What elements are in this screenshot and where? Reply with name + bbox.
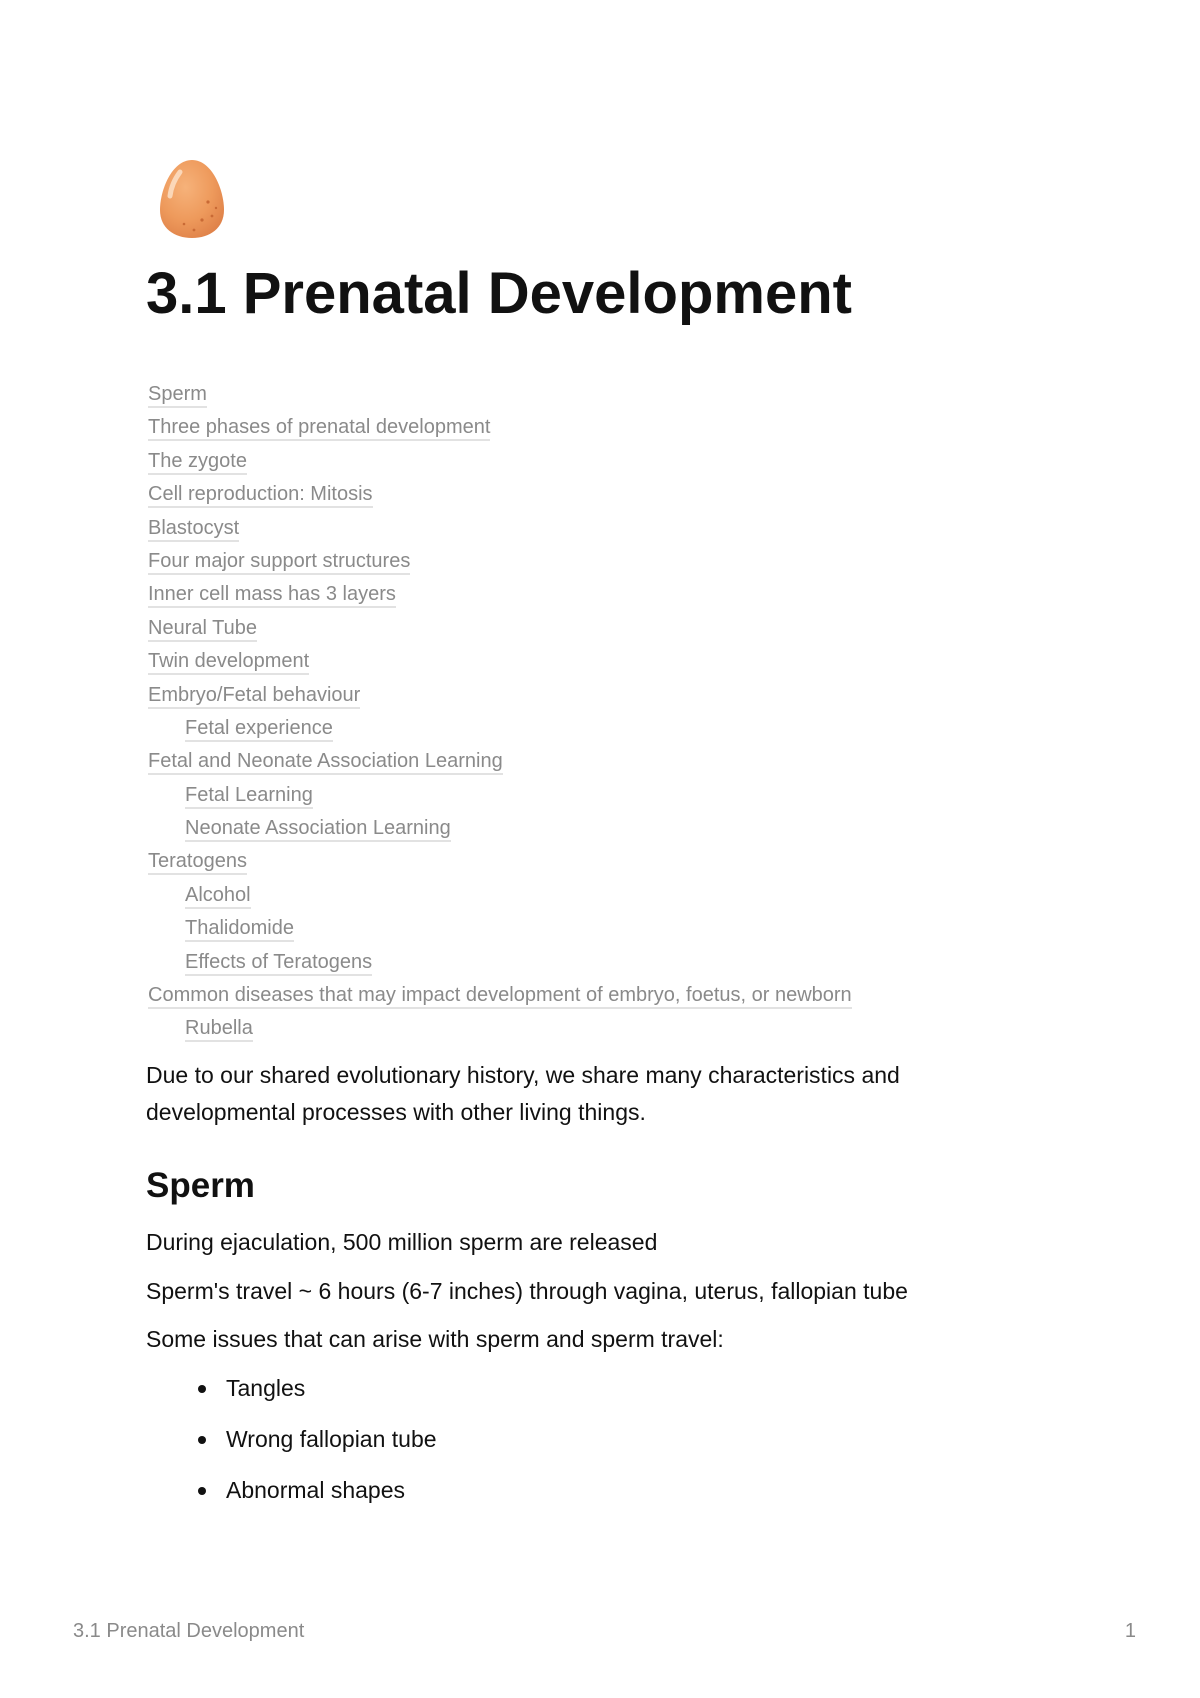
- toc-link[interactable]: Sperm: [148, 383, 207, 408]
- toc-item: [148, 679, 852, 712]
- toc-link[interactable]: Twin development: [148, 650, 309, 675]
- toc-link[interactable]: Thalidomide: [185, 917, 294, 942]
- toc-item: [148, 912, 852, 945]
- table-of-contents: [148, 378, 852, 1046]
- toc-item: [148, 545, 852, 578]
- toc-item: [148, 445, 852, 478]
- list-item: [196, 1422, 437, 1473]
- toc-item: [148, 1012, 852, 1045]
- list-item: [196, 1371, 437, 1422]
- toc-link[interactable]: Four major support structures: [148, 550, 410, 575]
- toc-item: [148, 879, 852, 912]
- toc-link[interactable]: Three phases of prenatal development: [148, 416, 490, 441]
- toc-link[interactable]: Neural Tube: [148, 617, 257, 642]
- sperm-issues-list: [196, 1371, 437, 1524]
- toc-item: [148, 612, 852, 645]
- toc-link[interactable]: Neonate Association Learning: [185, 817, 451, 842]
- toc-item: [148, 512, 852, 545]
- toc-link[interactable]: Blastocyst: [148, 517, 239, 542]
- toc-item: [148, 779, 852, 812]
- bullet-icon: [198, 1436, 206, 1444]
- toc-item: [148, 712, 852, 745]
- toc-item: [148, 845, 852, 878]
- list-item-text: Abnormal shapes: [226, 1477, 405, 1503]
- toc-link[interactable]: Inner cell mass has 3 layers: [148, 583, 396, 608]
- toc-link[interactable]: Fetal Learning: [185, 784, 313, 809]
- toc-item: [148, 946, 852, 979]
- page-title: 3.1 Prenatal Development: [146, 261, 852, 326]
- toc-link[interactable]: Embryo/Fetal behaviour: [148, 684, 360, 709]
- toc-item: [148, 478, 852, 511]
- toc-item: [148, 578, 852, 611]
- toc-item: [148, 812, 852, 845]
- footer-title: 3.1 Prenatal Development: [73, 1620, 305, 1642]
- toc-link[interactable]: The zygote: [148, 450, 247, 475]
- toc-link[interactable]: Alcohol: [185, 884, 251, 909]
- toc-link[interactable]: Common diseases that may impact development of embryo, foetus, or newborn: [148, 984, 852, 1009]
- toc-link[interactable]: Rubella: [185, 1017, 253, 1042]
- toc-link[interactable]: Fetal experience: [185, 717, 333, 742]
- toc-link[interactable]: Fetal and Neonate Association Learning: [148, 750, 503, 775]
- list-item-text: Wrong fallopian tube: [226, 1426, 437, 1452]
- paragraph-sperm-travel: Sperm's travel ~ 6 hours (6-7 inches) through vagina, uterus, fallopian tube: [146, 1278, 908, 1304]
- bullet-icon: [198, 1487, 206, 1495]
- toc-item: [148, 645, 852, 678]
- toc-link[interactable]: Cell reproduction: Mitosis: [148, 483, 373, 508]
- toc-item: [148, 378, 852, 411]
- toc-item: [148, 745, 852, 778]
- toc-link[interactable]: Teratogens: [148, 850, 247, 875]
- footer-page-number: 1: [1124, 1620, 1136, 1642]
- egg-icon: [158, 158, 226, 240]
- paragraph-sperm-issues: Some issues that can arise with sperm and sperm travel:: [146, 1326, 724, 1352]
- list-item-text: Tangles: [226, 1375, 306, 1401]
- intro-paragraph: Due to our shared evolutionary history, we share many characteristics and developmental processes with other living things.: [146, 1062, 900, 1125]
- list-item: [196, 1473, 437, 1524]
- toc-item: [148, 979, 852, 1012]
- section-heading-sperm: Sperm: [146, 1166, 255, 1205]
- paragraph-ejaculation: During ejaculation, 500 million sperm are released: [146, 1229, 658, 1255]
- toc-link[interactable]: Effects of Teratogens: [185, 951, 372, 976]
- toc-item: [148, 411, 852, 444]
- bullet-icon: [198, 1385, 206, 1393]
